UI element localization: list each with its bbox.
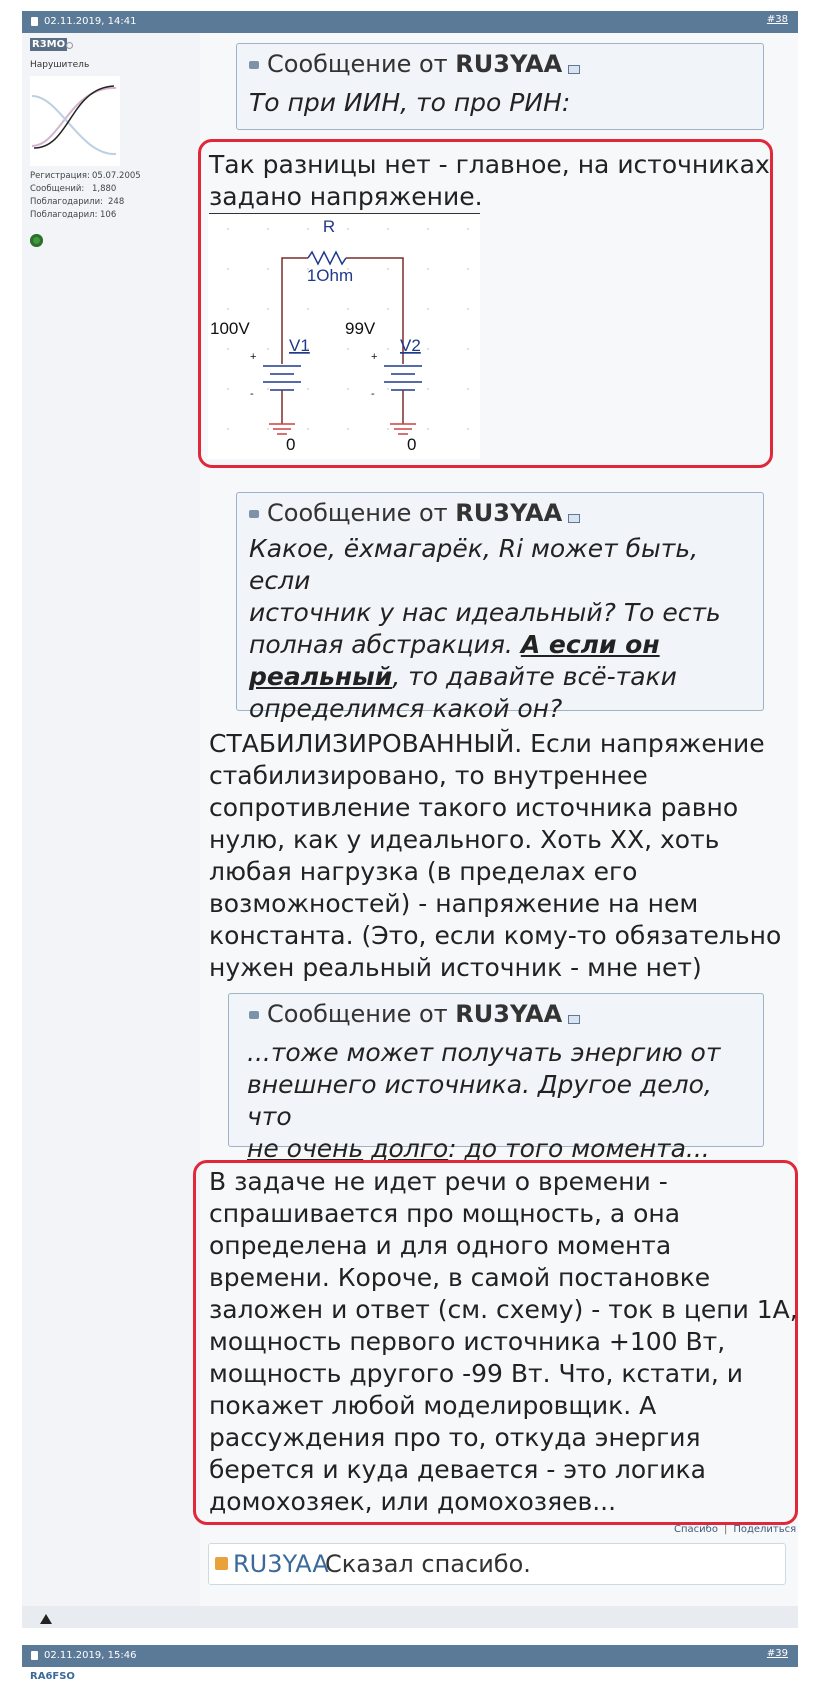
quote-line: Какое, ёхмагарёк, Ri может быть, если <box>249 534 699 595</box>
quote-block <box>236 492 764 723</box>
post-date: 02.11.2019, 14:41 <box>44 16 137 27</box>
stat-value: 1,880 <box>92 184 117 194</box>
username-link[interactable]: RA6FSO <box>30 1671 75 1682</box>
v2-plus: + <box>371 351 378 363</box>
emphasis: не очень <box>247 1134 364 1163</box>
stat-label: Регистрация: <box>30 171 90 181</box>
view-post-icon[interactable] <box>568 514 580 523</box>
share-link[interactable]: Поделиться <box>733 1524 797 1535</box>
quote-block <box>228 993 764 1163</box>
quote-header <box>249 499 580 527</box>
avatar[interactable] <box>30 76 120 166</box>
quote-author: RU3YAA <box>455 50 563 78</box>
quote-line <box>249 629 763 661</box>
ground-label: 0 <box>407 435 417 454</box>
quote-line-part: полная абстракция. <box>249 630 521 659</box>
quote-block <box>236 43 764 130</box>
post-text: Так разницы нет - главное, на источниках задано напряжение. <box>209 150 770 211</box>
stat-label: Поблагодарил: <box>30 210 98 220</box>
v1-minus: - <box>250 388 254 400</box>
quote-line-part <box>363 1134 371 1163</box>
post-actions <box>674 1524 796 1535</box>
post-number-link[interactable]: #38 <box>766 14 788 25</box>
quote-icon <box>249 510 259 518</box>
quote-header <box>249 50 580 78</box>
resistor-name: R <box>322 217 336 236</box>
resistor-value: 1Ohm <box>306 266 354 285</box>
stat-value: 106 <box>100 210 117 220</box>
offline-status-icon <box>66 42 73 49</box>
quote-prefix: Сообщение от <box>267 499 448 527</box>
quote-icon <box>249 1011 259 1019</box>
v1-value: 100V <box>210 319 250 338</box>
quote-text <box>249 533 763 725</box>
stat-value: 05.07.2005 <box>92 171 141 181</box>
emphasis: А если он <box>520 630 660 659</box>
post-icon <box>31 17 38 26</box>
quote-prefix: Сообщение от <box>267 50 448 78</box>
view-post-icon[interactable] <box>568 1015 580 1024</box>
quote-line-part: , то давайте всё-таки <box>392 662 677 691</box>
quote-line: источник у нас идеальный? То есть <box>249 598 721 627</box>
quote-author: RU3YAA <box>455 1000 563 1028</box>
user-stats <box>30 170 141 222</box>
post-footer <box>22 1606 798 1628</box>
separator: | <box>723 1524 728 1535</box>
thanks-icon <box>215 1557 228 1570</box>
thanks-link[interactable]: Спасибо <box>674 1524 718 1535</box>
stat-label: Сообщений: <box>30 184 85 194</box>
post-text: СТАБИЛИЗИРОВАННЫЙ. Если напряжение стабилизировано, то внутреннее сопротивление такого источника равно нулю, как у идеального. Хоть ХХ, хоть любая нагрузка (в пределах его возможностей) - напряжение на нем константа. (Это, если кому-то обязательно нужен реальный источник - мне нет) <box>209 729 782 982</box>
v2-value: 99V <box>345 319 376 338</box>
v2-minus: - <box>371 388 375 400</box>
emphasis: реальный <box>249 662 393 691</box>
ground-label: 0 <box>286 435 296 454</box>
thanks-text: Сказал спасибо. <box>325 1550 531 1578</box>
quote-line: определимся какой он? <box>249 694 563 723</box>
quote-text: То при ИИН, то про РИН: <box>249 88 571 117</box>
username-link[interactable]: R3MO <box>32 39 66 50</box>
quote-author: RU3YAA <box>455 499 563 527</box>
quote-line: внешнего источника. Другое дело, что <box>247 1070 712 1131</box>
view-post-icon[interactable] <box>568 65 580 74</box>
report-icon[interactable] <box>40 1614 52 1624</box>
post-header <box>22 1645 798 1667</box>
post-header <box>22 11 798 33</box>
quote-prefix: Сообщение от <box>267 1000 448 1028</box>
v2-name: V2 <box>400 336 421 355</box>
thanks-bar <box>208 1543 786 1585</box>
emphasis: долго <box>371 1134 449 1163</box>
post-date: 02.11.2019, 15:46 <box>44 1650 137 1661</box>
post-text: В задаче не идет речи о времени - спрашивается про мощность, а она определена и для одного момента времени. Короче, в самой постановке заложен и ответ (см. схему) - ток в цепи 1А, мощность первого источника +100 Вт, мощность другого -99 Вт. Что, кстати, и покажет любой моделировщик. А рассуждения про то, откуда энергия берется и куда девается - это логика домохозяек, или домохозяев... <box>209 1167 798 1516</box>
user-sidebar <box>22 33 200 1616</box>
stat-value: 248 <box>108 197 125 207</box>
quote-line-part: : до того момента... <box>448 1134 710 1163</box>
quote-header <box>249 1000 580 1028</box>
circuit-schematic <box>208 214 480 459</box>
reputation-icon <box>30 234 43 247</box>
v1-plus: + <box>250 351 257 363</box>
post-icon <box>31 1651 38 1660</box>
post-number-link[interactable]: #39 <box>766 1648 788 1659</box>
quote-line <box>249 661 763 693</box>
stat-label: Поблагодарили: <box>30 197 103 207</box>
quote-line: ...тоже может получать энергию от <box>247 1038 721 1067</box>
quote-text <box>247 1037 763 1165</box>
user-title: Нарушитель <box>30 60 90 70</box>
quote-icon <box>249 61 259 69</box>
v1-name: V1 <box>289 336 310 355</box>
thanks-user-link[interactable]: RU3YAA <box>233 1550 329 1578</box>
